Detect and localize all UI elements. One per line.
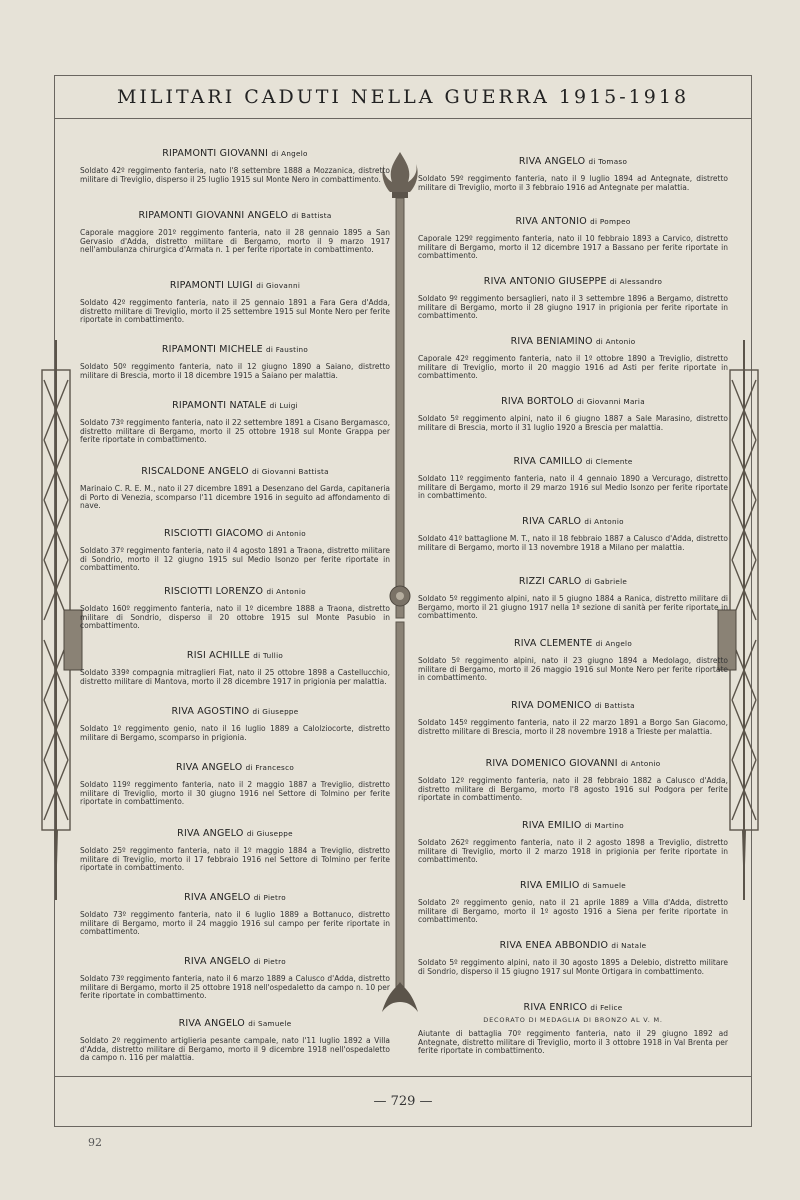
- casualty-details: Soldato 2º reggimento artiglieria pesante campale, nato l'11 luglio 1892 a Villa d'Adda, distretto militare di Bergamo, morto il 9 dicembre 1918 nell'ospedaletto da campo n. 116 per malattia.: [80, 1036, 390, 1063]
- casualty-entry: [80, 466, 390, 511]
- casualty-name: [418, 1002, 728, 1013]
- name-text: RIVA BORTOLO: [501, 396, 574, 407]
- casualty-entry: [80, 1018, 390, 1063]
- name-text: RISCIOTTI GIACOMO: [163, 528, 264, 539]
- name-text: RIVA ANTONIO: [515, 216, 587, 227]
- parent-text: di Battista: [291, 211, 332, 220]
- fasces-ornament-icon: [28, 340, 84, 910]
- casualty-details: Soldato 12º reggimento fanteria, nato il 28 febbraio 1882 a Calusco d'Adda, distretto militare di Bergamo, morto l'8 agosto 1916 sul Podgora per ferite riportate in combattimento.: [418, 776, 728, 803]
- casualty-name: [418, 940, 728, 951]
- name-text: RIVA ANGELO: [518, 156, 586, 167]
- casualty-name: [80, 280, 390, 291]
- casualty-entry: [418, 758, 728, 803]
- parent-text: di Samuele: [248, 1019, 292, 1028]
- name-text: RIVA AGOSTINO: [171, 706, 250, 717]
- name-text: RIPAMONTI LUIGI: [169, 280, 254, 291]
- name-text: RISCALDONE ANGELO: [141, 466, 249, 477]
- casualty-details: Soldato 119º reggimento fanteria, nato il 2 maggio 1887 a Treviglio, distretto militare di Treviglio, morto il 30 giugno 1916 nel Settore di Tolmino per ferite riportate in combattimento.: [80, 780, 390, 807]
- casualty-details: Soldato 42º reggimento fanteria, nato il 25 gennaio 1891 a Fara Gera d'Adda, distretto militare di Treviglio, morto il 25 settembre 1915 sul Monte Nero per ferite riportate in combattimento.: [80, 298, 390, 325]
- casualty-entry: [418, 700, 728, 736]
- name-text: RIPAMONTI MICHELE: [161, 344, 263, 355]
- parent-text: di Alessandro: [609, 277, 663, 286]
- parent-text: di Giovanni Maria: [576, 397, 645, 406]
- casualty-entry: [80, 586, 390, 631]
- casualty-details: Caporale maggiore 201º reggimento fanteria, nato il 28 gennaio 1895 a San Gervasio d'Adda, distretto militare di Bergamo, morto il 9 marzo 1917 nell'ambulanza chirurgica d'Armata n. 1 per ferite riportate in combattimento.: [80, 228, 390, 255]
- name-text: RIPAMONTI NATALE: [172, 400, 267, 411]
- page-header: [55, 76, 751, 119]
- casualty-details: Soldato 1º reggimento genio, nato il 16 luglio 1889 a Calolziocorte, distretto militare di Bergamo, scomparso in prigionia.: [80, 724, 390, 742]
- name-text: RIVA DOMENICO GIOVANNI: [485, 758, 618, 769]
- casualty-entry: [418, 516, 728, 552]
- casualty-entry: [80, 344, 390, 380]
- casualty-entry: [418, 396, 728, 432]
- name-text: RIPAMONTI GIOVANNI ANGELO: [138, 210, 289, 221]
- casualty-entry: [418, 216, 728, 261]
- casualty-name: [80, 400, 390, 411]
- casualty-name: [418, 456, 728, 467]
- casualty-entry: [80, 528, 390, 573]
- name-text: RIVA ANGELO: [184, 956, 251, 967]
- casualty-name: [418, 638, 728, 649]
- parent-text: di Giuseppe: [246, 829, 293, 838]
- name-text: RIVA EMILIO: [519, 880, 580, 891]
- casualty-name: [418, 396, 728, 407]
- casualty-name: [80, 148, 390, 159]
- name-text: RIVA CLEMENTE: [513, 638, 593, 649]
- parent-text: di Pietro: [253, 957, 286, 966]
- casualty-name: [80, 344, 390, 355]
- parent-text: di Angelo: [271, 149, 308, 158]
- name-text: RIVA CAMILLO: [513, 456, 583, 467]
- casualty-details: Soldato 2º reggimento genio, nato il 21 aprile 1889 a Villa d'Adda, distretto militare di Bergamo, morto il 1º agosto 1916 a Siena per ferite riportate in combattimento.: [418, 898, 728, 925]
- casualty-details: Soldato 339ª compagnia mitraglieri Fiat, nato il 25 ottobre 1898 a Castellucchio, distretto militare di Mantova, morto il 28 dicembre 1917 in prigionia per malattia.: [80, 668, 390, 686]
- parent-text: di Pompeo: [590, 217, 631, 226]
- casualty-entry: [80, 400, 390, 445]
- casualty-name: [80, 650, 390, 661]
- casualty-name: [80, 706, 390, 717]
- casualty-name: [80, 828, 390, 839]
- name-text: RISCIOTTI LORENZO: [164, 586, 264, 597]
- parent-text: di Luigi: [269, 401, 298, 410]
- name-text: RIVA DOMENICO: [511, 700, 592, 711]
- casualty-details: Soldato 25º reggimento fanteria, nato il 1º maggio 1884 a Treviglio, distretto militare di Treviglio, morto il 17 febbraio 1916 nel Settore di Tolmino per ferite riportate in combattimento.: [80, 846, 390, 873]
- casualty-name: [418, 516, 728, 527]
- casualty-entry: [80, 210, 390, 255]
- casualty-entry: [80, 956, 390, 1001]
- name-text: RIVA ANGELO: [175, 762, 243, 773]
- parent-text: di Felice: [590, 1003, 623, 1012]
- casualty-name: [418, 156, 728, 167]
- decoration-note: DECORATO DI MEDAGLIA DI BRONZO AL V. M.: [483, 1016, 663, 1024]
- parent-text: di Gabriele: [584, 577, 628, 586]
- casualty-name: [80, 1018, 390, 1029]
- casualty-entry: [80, 828, 390, 873]
- parent-text: di Tomaso: [588, 157, 628, 166]
- casualty-details: Soldato 160º reggimento fanteria, nato il 1º dicembre 1888 a Traona, distretto militare di Sondrio, disperso il 20 ottobre 1915 sul Monte Pasubio in combattimento.: [80, 604, 390, 631]
- casualty-entry: [80, 762, 390, 807]
- parent-text: di Giovanni Battista: [252, 467, 329, 476]
- page-note: 92: [88, 1136, 102, 1149]
- casualty-name: [418, 700, 728, 711]
- casualty-entry: [418, 336, 728, 381]
- casualty-details: Soldato 37º reggimento fanteria, nato il 4 agosto 1891 a Traona, distretto militare di Sondrio, morto il 12 giugno 1915 sul Medio Isonzo per ferite riportate in combattimento.: [80, 546, 390, 573]
- parent-text: di Pietro: [253, 893, 286, 902]
- name-text: RIVA ANGELO: [177, 828, 244, 839]
- casualty-name: [80, 956, 390, 967]
- parent-text: di Antonio: [595, 337, 636, 346]
- name-text: RIZZI CARLO: [518, 576, 582, 587]
- parent-text: di Samuele: [582, 881, 627, 890]
- casualty-entry: [418, 638, 728, 683]
- name-text: RIVA BENIAMINO: [510, 336, 593, 347]
- casualty-name: [80, 586, 390, 597]
- casualty-name: [418, 576, 728, 587]
- casualty-entry: [418, 276, 728, 321]
- casualty-entry: [418, 456, 728, 501]
- casualty-name: [418, 336, 728, 347]
- casualty-details: Soldato 41º battaglione M. T., nato il 18 febbraio 1887 a Calusco d'Adda, distretto militare di Bergamo, morto il 13 novembre 1918 a Milano per malattia.: [418, 534, 728, 552]
- casualty-details: Soldato 73º reggimento fanteria, nato il 6 luglio 1889 a Bottanuco, distretto militare di Bergamo, morto il 24 maggio 1916 sul campo per ferite riportate in combattimento.: [80, 910, 390, 937]
- casualty-name: [80, 466, 390, 477]
- name-text: RIVA CARLO: [522, 516, 582, 527]
- parent-text: di Angelo: [595, 639, 633, 648]
- parent-text: di Giovanni: [256, 281, 301, 290]
- casualty-details: Soldato 50º reggimento fanteria, nato il 12 giugno 1890 a Saiano, distretto militare di Brescia, morto il 18 dicembre 1915 a Saiano per malattia.: [80, 362, 390, 380]
- casualty-details: Soldato 5º reggimento alpini, nato il 6 giugno 1887 a Sale Marasino, distretto militare di Brescia, morto il 31 luglio 1920 a Brescia per malattia.: [418, 414, 728, 432]
- casualty-entry: [80, 892, 390, 937]
- casualty-details: Soldato 42º reggimento fanteria, nato l'8 settembre 1888 a Mozzanica, distretto militare di Treviglio, disperso il 25 luglio 1915 sul Monte Nero in combattimento.: [80, 166, 390, 184]
- parent-text: di Francesco: [245, 763, 295, 772]
- casualty-details: Soldato 9º reggimento bersaglieri, nato il 3 settembre 1896 a Bergamo, distretto militare di Bergamo, morto il 28 giugno 1917 in prigionia per ferite riportate in combattimento.: [418, 294, 728, 321]
- parent-text: di Natale: [611, 941, 647, 950]
- casualty-entry: [80, 280, 390, 325]
- parent-text: di Faustino: [266, 345, 309, 354]
- name-text: RIVA ANTONIO GIUSEPPE: [483, 276, 607, 287]
- name-text: RISI ACHILLE: [186, 650, 251, 661]
- casualty-entry: [418, 1002, 728, 1056]
- casualty-details: Caporale 129º reggimento fanteria, nato il 10 febbraio 1893 a Carvico, distretto militare di Bergamo, morto il 12 dicembre 1917 a Bassano per ferite riportate in combattimento.: [418, 234, 728, 261]
- name-text: RIVA ANGELO: [178, 1018, 245, 1029]
- name-text: RIVA ENEA ABBONDIO: [499, 940, 609, 951]
- casualty-details: Caporale 42º reggimento fanteria, nato il 1º ottobre 1890 a Treviglio, distretto militare di Treviglio, morto il 20 maggio 1916 ad Asti per ferite riportate in combattimento.: [418, 354, 728, 381]
- page-title: MILITARI CADUTI NELLA GUERRA 1915-1918: [116, 86, 690, 108]
- casualty-name: [80, 210, 390, 221]
- casualty-name: [80, 762, 390, 773]
- footer-rule: [55, 1076, 751, 1077]
- casualty-details: Soldato 5º reggimento alpini, nato il 5 giugno 1884 a Ranica, distretto militare di Bergamo, morto il 21 giugno 1917 nella 1ª sezione di sanità per ferite riportate in combattimento.: [418, 594, 728, 621]
- parent-text: di Battista: [594, 701, 635, 710]
- casualty-entry: [418, 820, 728, 865]
- casualty-details: Soldato 11º reggimento fanteria, nato il 4 gennaio 1890 a Vercurago, distretto militare di Bergamo, morto il 29 marzo 1916 sul Medio Isonzo per ferite riportate in combattimento.: [418, 474, 728, 501]
- casualty-entry: [80, 650, 390, 686]
- parent-text: di Tullio: [253, 651, 284, 660]
- casualty-details: Soldato 59º reggimento fanteria, nato il 9 luglio 1894 ad Antegnate, distretto militare di Treviglio, morto il 3 febbraio 1916 ad Antegnate per malattia.: [418, 174, 728, 192]
- casualty-entry: [418, 880, 728, 925]
- casualty-details: Aiutante di battaglia 70º reggimento fanteria, nato il 29 giugno 1892 ad Antegnate, distretto militare di Treviglio, morto il 3 ottobre 1918 in Val Brenta per ferite riportate in combattimento.: [418, 1029, 728, 1056]
- casualty-entry: [80, 706, 390, 742]
- casualty-entry: [418, 156, 728, 192]
- casualty-name: [80, 892, 390, 903]
- casualty-name: [418, 758, 728, 769]
- casualty-name: [418, 820, 728, 831]
- name-text: RIVA ENRICO: [523, 1002, 588, 1013]
- casualty-entry: [418, 576, 728, 621]
- name-text: RIVA ANGELO: [184, 892, 251, 903]
- casualty-details: Soldato 5º reggimento alpini, nato il 23 giugno 1894 a Medolago, distretto militare di Bergamo, morto il 26 maggio 1916 sul Monte Nero per ferite riportate in combattimento.: [418, 656, 728, 683]
- parent-text: di Antonio: [620, 759, 661, 768]
- page-number: — 729 —: [373, 1094, 433, 1109]
- casualty-entry: [418, 940, 728, 976]
- name-text: RIVA EMILIO: [521, 820, 582, 831]
- parent-text: di Clemente: [585, 457, 633, 466]
- parent-text: di Antonio: [266, 587, 306, 596]
- name-text: RIPAMONTI GIOVANNI: [162, 148, 269, 159]
- casualty-details: Soldato 145º reggimento fanteria, nato il 22 marzo 1891 a Borgo San Giacomo, distretto militare di Brescia, morto il 28 novembre 1918 a Trieste per malattia.: [418, 718, 728, 736]
- casualty-name: [418, 216, 728, 227]
- parent-text: di Antonio: [584, 517, 624, 526]
- casualty-details: Soldato 73º reggimento fanteria, nato il 22 settembre 1891 a Cisano Bergamasco, distretto militare di Bergamo, morto il 25 ottobre 1918 sul Monte Grappa per ferite riportate in combattimento.: [80, 418, 390, 445]
- casualty-name: [418, 880, 728, 891]
- casualty-details: Marinaio C. R. E. M., nato il 27 dicembre 1891 a Desenzano del Garda, capitaneria di Porto di Venezia, scomparso l'11 dicembre 1916 in seguito ad affondamento di nave.: [80, 484, 390, 511]
- casualty-details: Soldato 73º reggimento fanteria, nato il 6 marzo 1889 a Calusco d'Adda, distretto militare di Bergamo, morto il 25 ottobre 1918 nell'ospedaletto da campo n. 10 per ferite riportate in combattimento.: [80, 974, 390, 1001]
- parent-text: di Martino: [584, 821, 624, 830]
- parent-text: di Giuseppe: [252, 707, 299, 716]
- casualty-name: [418, 276, 728, 287]
- parent-text: di Antonio: [266, 529, 306, 538]
- casualty-details: Soldato 262º reggimento fanteria, nato il 2 agosto 1898 a Treviglio, distretto militare di Treviglio, morto il 2 marzo 1918 in prigionia per ferite riportate in combattimento.: [418, 838, 728, 865]
- casualty-details: Soldato 5º reggimento alpini, nato il 30 agosto 1895 a Delebio, distretto militare di Sondrio, disperso il 15 giugno 1917 sul Monte Ortigara in combattimento.: [418, 958, 728, 976]
- casualty-name: [80, 528, 390, 539]
- casualty-entry: [80, 148, 390, 184]
